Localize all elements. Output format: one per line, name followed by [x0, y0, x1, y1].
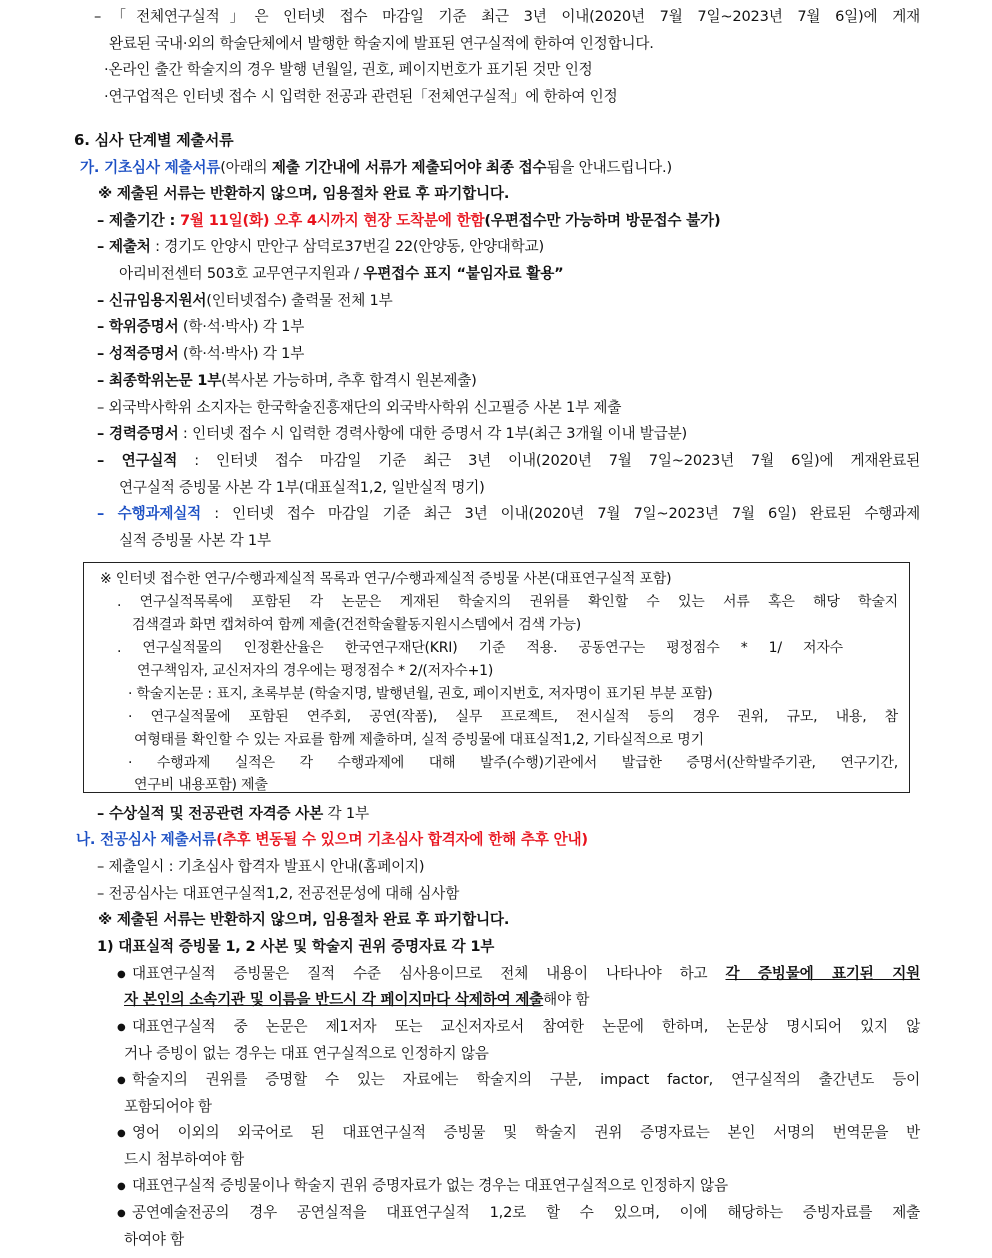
box-line-9: · 수행과제 실적은 각 수행과제에 대해 발주(수행)기관에서 발급한 증명서(산학발주기관, 연구기간,	[128, 755, 898, 771]
submit-place-line-2: 아리비전센터 503호 교무연구지원과 / 우편접수 표지 “붙임자료 활용”	[119, 265, 564, 282]
doc-item-project-1: – 수행과제실적 : 인터넷 접수 마감일 기준 최근 3년 이내(2020년 7월 7일~2023년 7월 6일) 완료된 수행과제	[97, 505, 920, 522]
section-ga-heading: 가. 기초심사 제출서류(아래의 제출 기간내에 서류가 제출되어야 최종 접수됨을 안내드립니다.)	[80, 159, 672, 176]
bullet-2-line-1: 대표연구실적 중 논문은 제1저자 또는 교신저자로서 참여한 논문에 한하며, 논문상 명시되어 있지 않	[132, 1018, 920, 1035]
award-line: – 수상실적 및 전공관련 자격증 사본 각 1부	[97, 805, 369, 822]
bullet-4-line-1: 영어 이외의 외국어로 된 대표연구실적 증빙물 및 학술지 권위 증명자료는 본인 서명의 번역문을 반	[132, 1124, 920, 1141]
bullet-1-line-1: 대표연구실적 증빙물은 질적 수준 심사용이므로 전체 내용이 나타나야 하고 각 증빙물에 표기된 지원	[132, 965, 921, 982]
bullet-dot-icon: ●	[117, 969, 126, 980]
bullet-dot-icon: ●	[117, 1128, 126, 1139]
bullet-6-line-2: 하여야 함	[124, 1231, 185, 1248]
doc-item-research-1: – 연구실적 : 인터넷 접수 마감일 기준 최근 3년 이내(2020년 7월 7일~2023년 7월 6일)에 게재완료된	[97, 452, 920, 469]
line-intro-1: –「전체연구실적」은 인터넷 접수 마감일 기준 최근 3년 이내(2020년 7월 7일~2023년 7월 6일)에 게재	[94, 8, 920, 25]
box-line-4: . 연구실적물의 인정환산율은 한국연구재단(KRI) 기준 적용. 공동연구는 평정점수 * 1/ 저자수	[117, 640, 843, 656]
bullet-dot-icon: ●	[117, 1022, 126, 1033]
period-line: – 제출기간 : 7월 11일(화) 오후 4시까지 현장 도착분에 한함(우편접수만 가능하며 방문접수 불가)	[97, 212, 721, 229]
box-line-10: 연구비 내용포함) 제출	[134, 777, 268, 793]
doc-item-application: – 신규임용지원서(인터넷접수) 출력물 전체 1부	[97, 292, 393, 309]
notice-line-2: ※ 제출된 서류는 반환하지 않으며, 임용절차 완료 후 파기합니다.	[98, 911, 510, 928]
bullet-dot-icon: ●	[117, 1181, 126, 1192]
bullet-2-line-2: 거나 증빙이 없는 경우는 대표 연구실적으로 인정하지 않음	[124, 1045, 489, 1062]
doc-item-foreign: – 외국박사학위 소지자는 한국학술진흥재단의 외국박사학위 신고필증 사본 1부 제출	[97, 399, 622, 416]
doc-item-thesis: – 최종학위논문 1부(복사본 가능하며, 추후 합격시 원본제출)	[97, 372, 477, 389]
doc-item-career: – 경력증명서 : 인터넷 접수 시 입력한 경력사항에 대한 증명서 각 1부(최근 3개월 이내 발급분)	[97, 425, 687, 442]
bullet-3-line-2: 포함되어야 함	[124, 1098, 212, 1115]
bullet-dot-icon: ●	[117, 1075, 126, 1086]
bullet-5-line-1: 대표연구실적 증빙물이나 학술지 권위 증명자료가 없는 경우는 대표연구실적으로 인정하지 않음	[132, 1177, 728, 1194]
box-line-8: 여형태를 확인할 수 있는 자료를 함께 제출하며, 실적 증빙물에 대표실적1,2, 기타실적으로 명기	[134, 732, 704, 748]
doc-item-degree: – 학위증명서 (학·석·박사) 각 1부	[97, 318, 305, 335]
box-line-6: · 학술지논문 : 표지, 초록부분 (학술지명, 발행년월, 권호, 페이지번호, 저자명이 표기된 부분 포함)	[128, 686, 713, 702]
line-intro-4: ·연구업적은 인터넷 접수 시 입력한 전공과 관련된「전체연구실적」에 한하여 인정	[104, 88, 618, 105]
notice-line-1: ※ 제출된 서류는 반환하지 않으며, 임용절차 완료 후 파기합니다.	[98, 185, 510, 202]
section-6-heading: 6. 심사 단계별 제출서류	[74, 131, 234, 149]
bullet-6-line-1: 공연예술전공의 경우 공연실적을 대표연구실적 1,2로 할 수 있으며, 이에 해당하는 증빙자료를 제출	[132, 1204, 920, 1221]
box-line-1: ※ 인터넷 접수한 연구/수행과제실적 목록과 연구/수행과제실적 증빙물 사본(대표연구실적 포함)	[100, 571, 672, 587]
bullet-dot-icon: ●	[117, 1208, 126, 1219]
box-line-3: 검색결과 화면 캡쳐하여 함께 제출(건전학술활동지원시스템에서 검색 가능)	[132, 617, 582, 633]
bullet-3-line-1: 학술지의 권위를 증명할 수 있는 자료에는 학술지의 구분, impact factor, 연구실적의 출간년도 등이	[132, 1071, 920, 1088]
line-intro-2: 완료된 국내·외의 학술단체에서 발행한 학술지에 발표된 연구실적에 한하여 인정합니다.	[109, 35, 654, 52]
bullet-1-line-2: 자 본인의 소속기관 및 이름을 반드시 각 페이지마다 삭제하여 제출해야 함	[124, 991, 590, 1008]
doc-item-research-2: 연구실적 증빙물 사본 각 1부(대표실적1,2, 일반실적 명기)	[119, 479, 485, 496]
na-review-line: – 전공심사는 대표연구실적1,2, 전공전문성에 대해 심사함	[97, 885, 460, 902]
doc-item-project-2: 실적 증빙물 사본 각 1부	[119, 532, 271, 549]
doc-item-transcript: – 성적증명서 (학·석·박사) 각 1부	[97, 345, 305, 362]
box-line-7: · 연구실적물에 포함된 연주회, 공연(작품), 실무 프로젝트, 전시실적 등의 경우 권위, 규모, 내용, 참	[128, 709, 898, 725]
box-line-2: . 연구실적목록에 포함된 각 논문은 게재된 학술지의 권위를 확인할 수 있는 서류 혹은 해당 학술지	[117, 594, 898, 610]
na-date-line: – 제출일시 : 기초심사 합격자 발표시 안내(홈페이지)	[97, 858, 425, 875]
line-intro-3: ·온라인 출간 학술지의 경우 발행 년월일, 권호, 페이지번호가 표기된 것만 인정	[104, 61, 593, 78]
na-item-1-heading: 1) 대표실적 증빙물 1, 2 사본 및 학술지 권위 증명자료 각 1부	[97, 938, 495, 955]
bullet-4-line-2: 드시 첨부하여야 함	[124, 1151, 245, 1168]
submit-place-line-1: – 제출처 : 경기도 안양시 만안구 삼덕로37번길 22(안양동, 안양대학교)	[97, 238, 544, 255]
box-line-5: 연구책임자, 교신저자의 경우에는 평정점수 * 2/(저자수+1)	[137, 663, 494, 679]
section-na-heading: 나. 전공심사 제출서류(추후 변동될 수 있으며 기초심사 합격자에 한해 추후 안내)	[76, 831, 588, 848]
